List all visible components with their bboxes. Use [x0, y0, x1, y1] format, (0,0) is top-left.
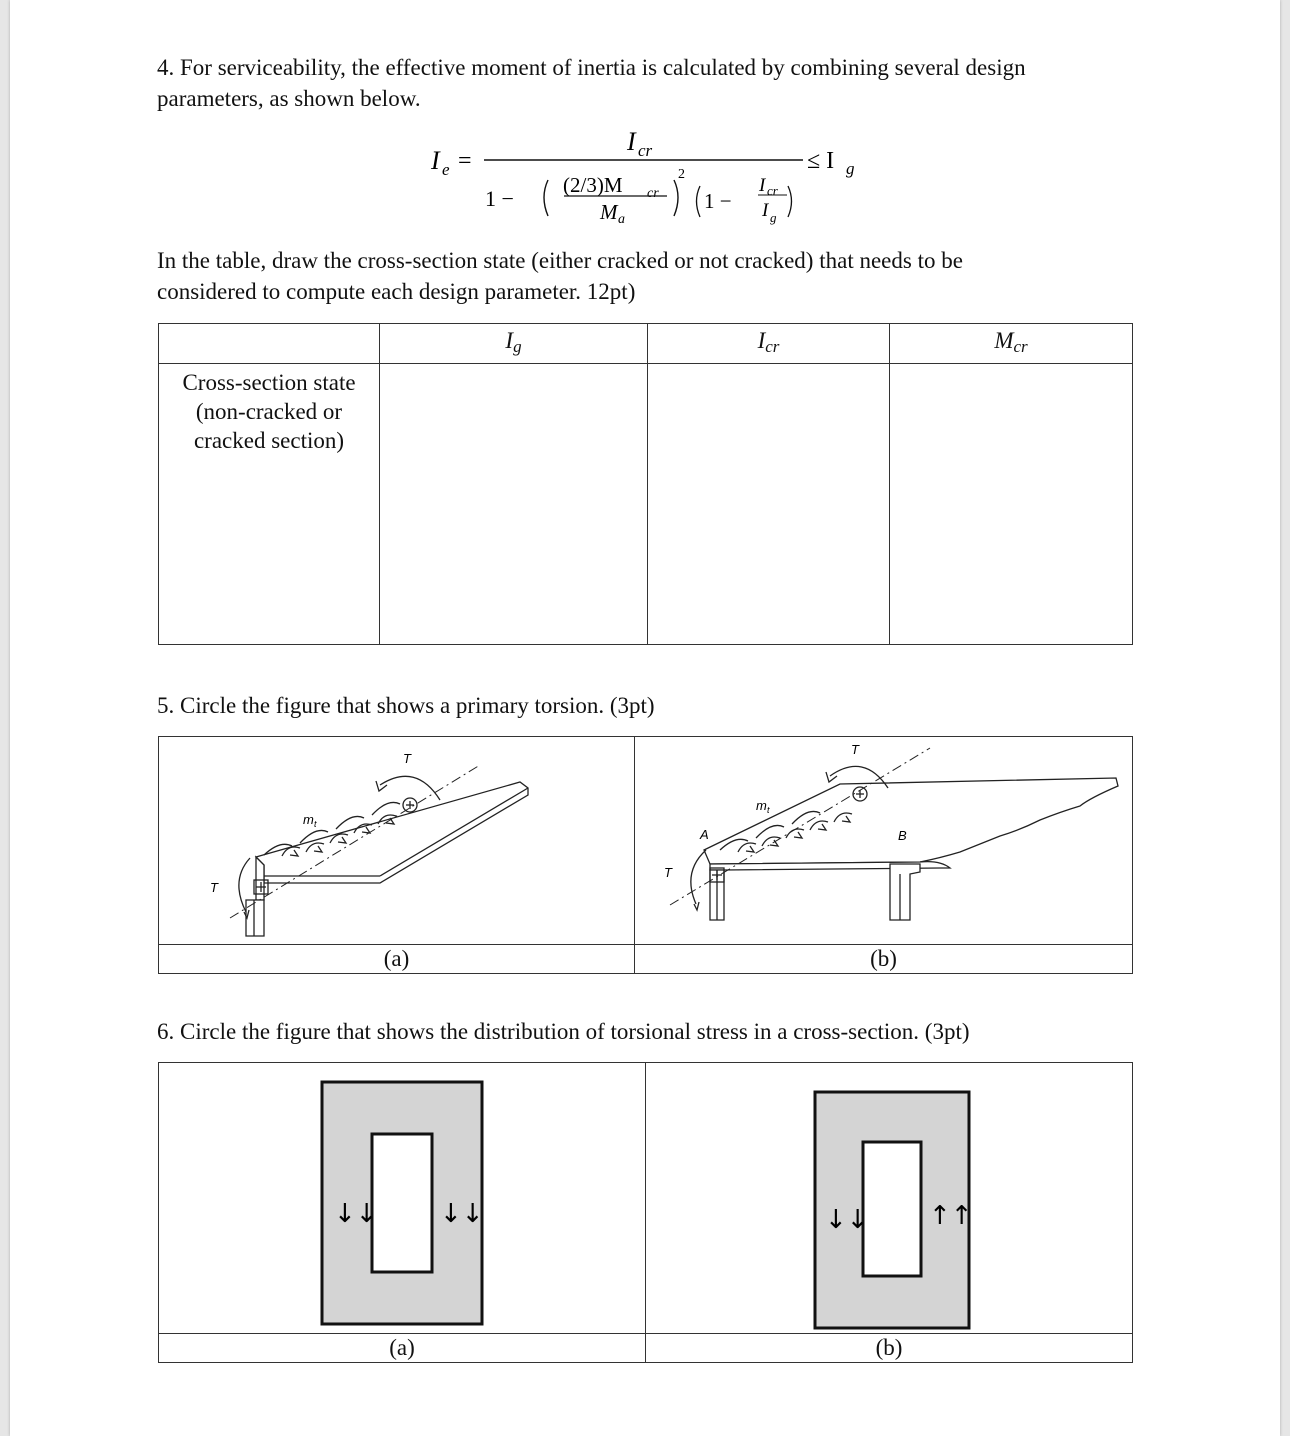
svg-text:A: A: [700, 827, 709, 842]
q5-prompt: 5. Circle the figure that shows a primary torsion. (3pt): [157, 693, 655, 718]
svg-text:m: m: [303, 812, 314, 827]
torsional-stress-figure-a: [320, 1080, 495, 1330]
answer-cell-ig[interactable]: [380, 364, 648, 645]
formula-right-paren-2: [788, 186, 792, 217]
svg-text:T: T: [210, 880, 218, 895]
header-icr: $I_{cr}$: [648, 324, 890, 364]
svg-text:t: t: [314, 819, 317, 829]
caption-torsion-b: (b): [635, 945, 1133, 974]
svg-text:T: T: [403, 751, 411, 766]
formula-inner-den: I: [762, 200, 769, 221]
cross-section-state-table: [158, 323, 1133, 645]
stress-arrows-a-left: ↓↓: [334, 1199, 378, 1229]
svg-text:T: T: [851, 742, 859, 757]
formula-le-sub: g: [846, 159, 855, 178]
q6-prompt: 6. Circle the figure that shows the distribution of torsional stress in a cross-section. (3pt): [157, 1019, 970, 1044]
formula-numerator-sub: cr: [638, 141, 653, 160]
stress-arrows-a-right: ↓↓: [440, 1199, 484, 1229]
q4-instruction-line2: considered to compute each design parameter. 12pt): [157, 279, 636, 304]
torsional-stress-figure-b: [813, 1090, 975, 1332]
formula-den-frac-num: (2/3)M: [563, 173, 623, 197]
header-ig: $I_g$: [380, 324, 648, 364]
formula-inner-num: I: [759, 175, 766, 196]
formula-le: ≤ I: [807, 148, 835, 174]
formula-right-paren-1: [674, 180, 678, 216]
effective-moment-of-inertia-formula: [10, 0, 1280, 240]
caption-stress-a: (a): [159, 1334, 646, 1363]
formula-equals: =: [458, 148, 472, 174]
svg-text:B: B: [898, 828, 907, 843]
formula-den-frac-den: M: [600, 200, 618, 224]
primary-torsion-figure-a: [190, 740, 570, 945]
header-mcr: $M_{cr}$: [890, 324, 1133, 364]
formula-den-one: 1 −: [485, 186, 514, 211]
formula-den-frac-num-sub: cr: [647, 186, 659, 201]
q4-prompt-line1: 4. For serviceability, the effective moment of inertia is calculated by combining several design: [157, 55, 1026, 80]
svg-text:m: m: [756, 798, 767, 813]
q4-prompt-line2: parameters, as shown below.: [157, 86, 421, 111]
formula-lhs-sub: e: [442, 160, 450, 179]
caption-torsion-a: (a): [159, 945, 635, 974]
svg-text:T: T: [664, 865, 672, 880]
caption-stress-b: (b): [646, 1334, 1133, 1363]
formula-inner-den-sub: g: [770, 210, 777, 225]
table-row-cross-section-state: [159, 364, 1133, 645]
stress-arrows-b-right: ↑↑: [929, 1201, 973, 1231]
formula-left-paren-1: [544, 180, 548, 216]
formula-den-frac-den-sub: a: [618, 212, 625, 227]
answer-cell-icr[interactable]: [648, 364, 890, 645]
torsional-stress-figure-table: [158, 1062, 1133, 1363]
table-header-row: [159, 324, 1133, 364]
formula-exponent: 2: [678, 167, 685, 182]
formula-numerator: I: [627, 127, 636, 156]
formula-inner-num-sub: cr: [767, 183, 778, 198]
formula-lhs: I: [431, 146, 440, 175]
stress-arrows-b-left: ↓↓: [825, 1205, 869, 1235]
formula-inner-one: 1 −: [704, 189, 732, 213]
svg-text:t: t: [767, 805, 770, 815]
answer-cell-mcr[interactable]: [890, 364, 1133, 645]
row-label-cross-section-state: Cross-section state (non-cracked or cracked section): [159, 364, 380, 645]
header-empty-cell: [159, 324, 380, 364]
q4-instruction-line1: In the table, draw the cross-section state (either cracked or not cracked) that needs to be: [157, 248, 963, 273]
formula-left-paren-2: [697, 186, 701, 217]
primary-torsion-figure-b: [640, 740, 1130, 945]
document-page: [10, 0, 1280, 1436]
